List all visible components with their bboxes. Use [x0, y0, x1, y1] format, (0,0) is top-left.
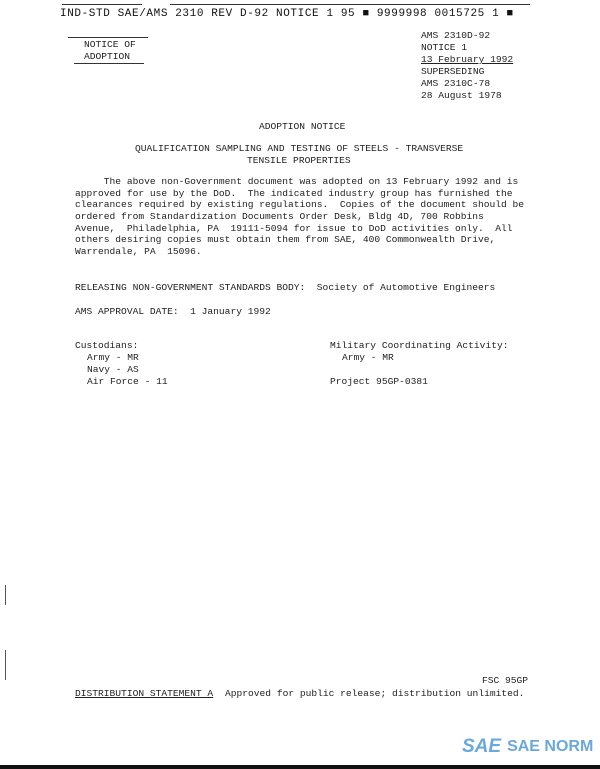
releasing-body: RELEASING NON-GOVERNMENT STANDARDS BODY: Society of Automotive Engineers [75, 282, 496, 293]
fsc-code: FSC 95GP [482, 675, 529, 686]
custodian-item: Army - MR [87, 352, 139, 363]
paragraph-line: clearances required by existing regulations. Copies of the document should be [75, 199, 525, 211]
approval-date: AMS APPROVAL DATE: 1 January 1992 [75, 306, 271, 317]
paragraph-line: ordered from Standardization Documents Order Desk, Bldg 4D, 700 Robbins [75, 211, 484, 223]
sae-norm-logo [462, 736, 593, 758]
title-line-2: TENSILE PROPERTIES [247, 155, 351, 166]
superseding-label: SUPERSEDING [421, 66, 485, 77]
notice-of-label: NOTICE OF [84, 39, 136, 50]
distribution-label: DISTRIBUTION STATEMENT A [75, 688, 214, 699]
paragraph-line: others desiring copies must obtain them from SAE, 400 Commonwealth Drive, [75, 234, 496, 246]
custodians-label: Custodians: [75, 340, 139, 351]
doc-date: 13 February 1992 [421, 54, 514, 65]
heading: ADOPTION NOTICE [259, 121, 346, 132]
coordinating-item: Army - MR [342, 352, 394, 363]
sae-norm-text: SAE NORM [507, 738, 594, 755]
superseded-date: 28 August 1978 [421, 90, 502, 101]
distribution-text: Approved for public release; distribution unlimited. [225, 688, 525, 699]
title-line-1: QUALIFICATION SAMPLING AND TESTING OF STEELS - TRANSVERSE [135, 143, 464, 154]
paragraph-line: approved for use by the DoD. The indicated industry group has furnished the [75, 187, 513, 199]
adoption-label: ADOPTION [84, 51, 131, 62]
paragraph-line: Avenue, Philadelphia, PA 19111-5094 for issue to DoD activities only. All [75, 222, 513, 234]
document-header-line: IND-STD SAE/AMS 2310 REV D-92 NOTICE 1 95 ■ 9999998 0015725 1 ■ [60, 8, 514, 20]
scan-border [0, 765, 600, 769]
custodian-item: Air Force - 11 [87, 376, 168, 387]
custodian-item: Navy - AS [87, 364, 139, 375]
project-number: Project 95GP-0381 [330, 376, 428, 387]
body-paragraph [75, 176, 524, 258]
paragraph-line: Warrendale, PA 15096. [75, 246, 202, 258]
superseded-number: AMS 2310C-78 [421, 78, 491, 89]
doc-number: AMS 2310D-92 [421, 30, 491, 41]
sae-logo-mark: SAE [462, 736, 502, 757]
coordinating-label: Military Coordinating Activity: [330, 340, 509, 351]
paragraph-line: The above non-Government document was adopted on 13 February 1992 and is [75, 176, 519, 187]
doc-notice: NOTICE 1 [421, 42, 468, 53]
